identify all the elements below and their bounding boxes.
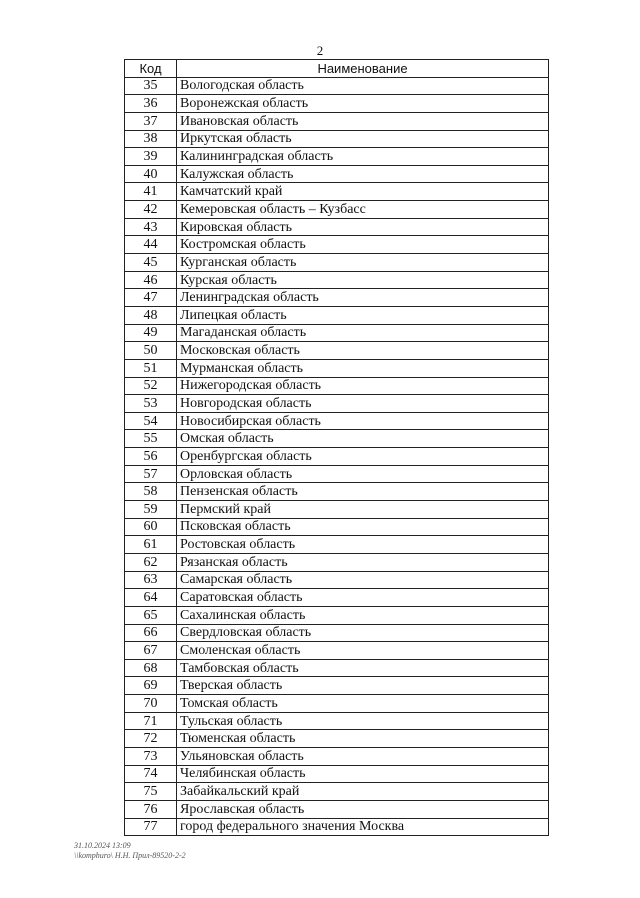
table-row: [125, 747, 549, 765]
table-row: [125, 606, 549, 624]
table-row: [125, 501, 549, 519]
table-row: [125, 659, 549, 677]
table-row: [125, 695, 549, 713]
table-row: [125, 730, 549, 748]
region-name: Ростовская область: [177, 536, 549, 554]
table-row: [125, 553, 549, 571]
table-body: [125, 77, 549, 836]
region-code: 73: [125, 747, 177, 765]
document-footer: [74, 841, 186, 861]
table-row: [125, 518, 549, 536]
table-row: [125, 624, 549, 642]
region-code: 38: [125, 130, 177, 148]
region-code: 74: [125, 765, 177, 783]
table-row: [125, 448, 549, 466]
region-name: Томская область: [177, 695, 549, 713]
table-row: [125, 218, 549, 236]
footer-file-path: \\komphuro\ Н.Н. Прил-89520-2-2: [74, 851, 186, 860]
region-code: 37: [125, 112, 177, 130]
region-code: 47: [125, 289, 177, 307]
region-code: 43: [125, 218, 177, 236]
region-code: 56: [125, 448, 177, 466]
region-code: 66: [125, 624, 177, 642]
region-name: Псковская область: [177, 518, 549, 536]
region-code: 49: [125, 324, 177, 342]
table-row: [125, 377, 549, 395]
table-row: [125, 430, 549, 448]
region-name: Пермский край: [177, 501, 549, 519]
region-code: 36: [125, 95, 177, 113]
region-code: 42: [125, 201, 177, 219]
region-name: Тюменская область: [177, 730, 549, 748]
table-row: [125, 412, 549, 430]
region-code: 52: [125, 377, 177, 395]
table-row: [125, 95, 549, 113]
region-code: 57: [125, 465, 177, 483]
table-row: [125, 395, 549, 413]
table-row: [125, 765, 549, 783]
region-code: 51: [125, 359, 177, 377]
region-name: Пензенская область: [177, 483, 549, 501]
region-name: Ленинградская область: [177, 289, 549, 307]
table-row: [125, 712, 549, 730]
table-row: [125, 818, 549, 836]
region-name: Рязанская область: [177, 553, 549, 571]
table-row: [125, 254, 549, 272]
region-code: 77: [125, 818, 177, 836]
region-code: 45: [125, 254, 177, 272]
page-number: 2: [316, 43, 324, 58]
region-name: Иркутская область: [177, 130, 549, 148]
region-name: Челябинская область: [177, 765, 549, 783]
region-code: 65: [125, 606, 177, 624]
region-code: 76: [125, 800, 177, 818]
footer-timestamp: 31.10.2024 13:09: [74, 841, 131, 850]
region-code: 55: [125, 430, 177, 448]
region-code: 48: [125, 306, 177, 324]
region-name: Тамбовская область: [177, 659, 549, 677]
region-name: Кировская область: [177, 218, 549, 236]
region-code: 64: [125, 589, 177, 607]
region-code: 71: [125, 712, 177, 730]
table-row: [125, 165, 549, 183]
region-name: Московская область: [177, 342, 549, 360]
header-name: Наименование: [177, 60, 549, 78]
table-row: [125, 77, 549, 95]
table-row: [125, 130, 549, 148]
table-row: [125, 677, 549, 695]
region-name: Тульская область: [177, 712, 549, 730]
region-name: Мурманская область: [177, 359, 549, 377]
region-name: Калининградская область: [177, 148, 549, 166]
table-row: [125, 483, 549, 501]
region-code: 68: [125, 659, 177, 677]
region-name: Калужская область: [177, 165, 549, 183]
table-row: [125, 359, 549, 377]
region-code: 62: [125, 553, 177, 571]
region-name: Свердловская область: [177, 624, 549, 642]
region-code: 69: [125, 677, 177, 695]
region-code: 72: [125, 730, 177, 748]
region-name: Новосибирская область: [177, 412, 549, 430]
region-name: Липецкая область: [177, 306, 549, 324]
region-name: Костромская область: [177, 236, 549, 254]
region-code: 46: [125, 271, 177, 289]
region-name: Магаданская область: [177, 324, 549, 342]
table-row: [125, 324, 549, 342]
region-name: Сахалинская область: [177, 606, 549, 624]
region-code: 50: [125, 342, 177, 360]
table-row: [125, 536, 549, 554]
table-row: [125, 642, 549, 660]
table-row: [125, 800, 549, 818]
region-name: Оренбургская область: [177, 448, 549, 466]
region-code: 58: [125, 483, 177, 501]
region-name: Курганская область: [177, 254, 549, 272]
region-code: 54: [125, 412, 177, 430]
region-code: 70: [125, 695, 177, 713]
region-name: Самарская область: [177, 571, 549, 589]
table-row: [125, 271, 549, 289]
region-code: 59: [125, 501, 177, 519]
region-name: Нижегородская область: [177, 377, 549, 395]
region-name: Курская область: [177, 271, 549, 289]
region-code: 41: [125, 183, 177, 201]
region-code: 60: [125, 518, 177, 536]
region-name: Орловская область: [177, 465, 549, 483]
region-code: 40: [125, 165, 177, 183]
table-row: [125, 183, 549, 201]
region-name: Смоленская область: [177, 642, 549, 660]
table-row: [125, 289, 549, 307]
region-code: 63: [125, 571, 177, 589]
regions-table: [124, 59, 549, 836]
region-code: 53: [125, 395, 177, 413]
region-name: Омская область: [177, 430, 549, 448]
region-code: 67: [125, 642, 177, 660]
region-name: Воронежская область: [177, 95, 549, 113]
region-code: 39: [125, 148, 177, 166]
table-row: [125, 112, 549, 130]
region-code: 44: [125, 236, 177, 254]
table-row: [125, 236, 549, 254]
region-name: Тверская область: [177, 677, 549, 695]
region-name: Камчатский край: [177, 183, 549, 201]
region-name: Ярославская область: [177, 800, 549, 818]
table-row: [125, 148, 549, 166]
table-row: [125, 342, 549, 360]
region-name: Забайкальский край: [177, 783, 549, 801]
region-name: город федерального значения Москва: [177, 818, 549, 836]
table-row: [125, 306, 549, 324]
region-code: 61: [125, 536, 177, 554]
table-row: [125, 783, 549, 801]
region-name: Вологодская область: [177, 77, 549, 95]
table-header-row: [125, 60, 549, 78]
region-name: Кемеровская область – Кузбасс: [177, 201, 549, 219]
header-code: Код: [125, 60, 177, 78]
region-name: Саратовская область: [177, 589, 549, 607]
region-code: 75: [125, 783, 177, 801]
table-row: [125, 465, 549, 483]
region-code: 35: [125, 77, 177, 95]
region-name: Ивановская область: [177, 112, 549, 130]
region-name: Ульяновская область: [177, 747, 549, 765]
table-row: [125, 201, 549, 219]
table-row: [125, 571, 549, 589]
table-row: [125, 589, 549, 607]
region-name: Новгородская область: [177, 395, 549, 413]
